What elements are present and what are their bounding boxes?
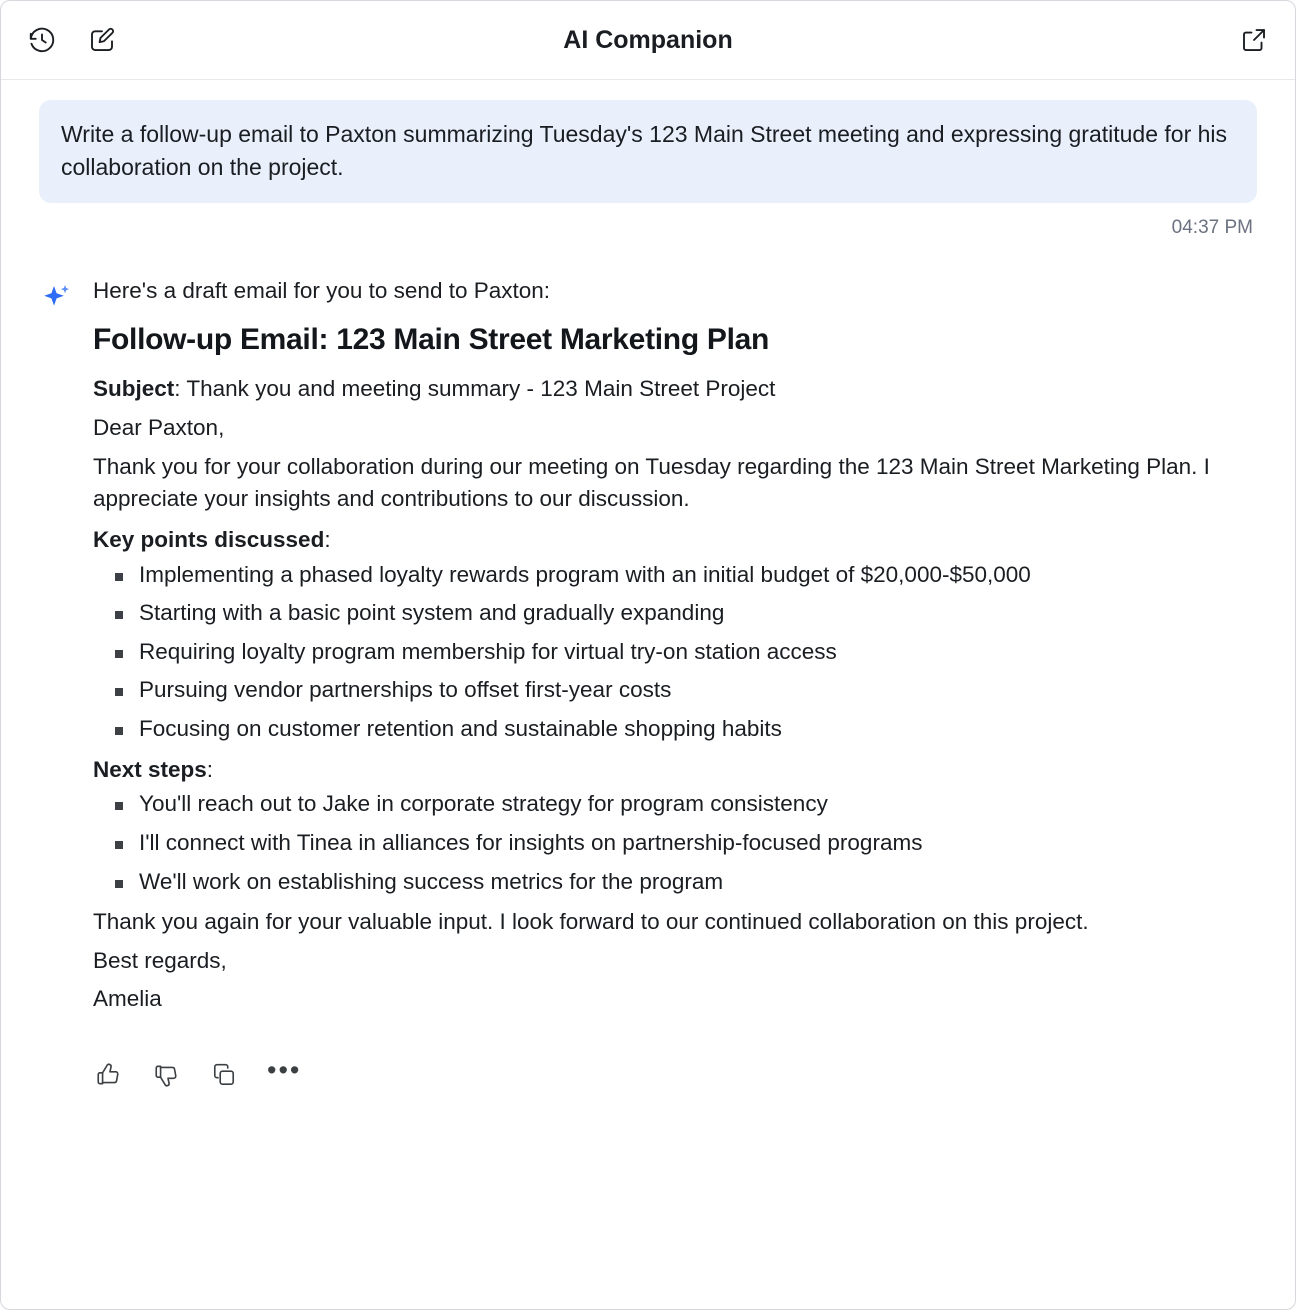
next-steps-heading [93, 754, 1257, 787]
email-sender-name: Amelia [93, 986, 162, 1012]
open-external-icon[interactable] [1237, 23, 1271, 57]
more-options-icon[interactable]: ••• [267, 1055, 302, 1086]
header-left-actions [25, 23, 119, 57]
subject-label: Subject [93, 376, 175, 402]
conversation-panel [1, 80, 1295, 1309]
compose-pencil-icon[interactable] [85, 23, 119, 57]
list-item: I'll connect with Tinea in alliances for insights on partnership-focused programs [139, 827, 1257, 860]
ai-sparkle-icon [39, 275, 75, 1022]
key-points-heading [93, 524, 1257, 557]
next-steps-label: Next steps [93, 756, 207, 782]
list-item: Starting with a basic point system and gradually expanding [139, 597, 1257, 630]
header-bar [1, 1, 1295, 80]
next-steps-list [93, 788, 1257, 898]
email-title: Follow-up Email: 123 Main Street Marketing Plan [93, 322, 770, 356]
email-sign-off: Best regards, [93, 947, 227, 973]
email-greeting: Dear Paxton, [93, 415, 225, 441]
user-message-bubble: Write a follow-up email to Paxton summarizing Tuesday's 123 Main Street meeting and expressing gratitude for his collaboration on the project. [39, 100, 1257, 203]
page-title: AI Companion [563, 25, 733, 54]
assistant-intro: Here's a draft email for you to send to Paxton: [93, 278, 551, 304]
key-points-label: Key points discussed [93, 526, 325, 552]
next-steps-colon: : [206, 756, 214, 782]
assistant-body [93, 275, 1257, 1022]
key-points-list [93, 559, 1257, 746]
list-item: You'll reach out to Jake in corporate strategy for program consistency [139, 788, 1257, 821]
header-right-actions [1237, 23, 1271, 57]
thumbs-up-icon[interactable] [93, 1060, 123, 1090]
email-opening-paragraph: Thank you for your collaboration during our meeting on Tuesday regarding the 123 Main Street Marketing Plan. I appreciate your insights and contributions to our discussion. [93, 453, 1210, 512]
email-closing-paragraph: Thank you again for your valuable input. I look forward to our continued collaboration on this project. [93, 909, 1089, 935]
subject-text: : Thank you and meeting summary - 123 Main Street Project [174, 376, 776, 402]
list-item: We'll work on establishing success metrics for the program [139, 866, 1257, 899]
key-points-colon: : [324, 526, 331, 552]
list-item: Focusing on customer retention and sustainable shopping habits [139, 713, 1257, 746]
history-clock-icon[interactable] [25, 23, 59, 57]
message-timestamp: 04:37 PM [1171, 217, 1253, 239]
email-subject-line [93, 373, 1257, 406]
response-actions [39, 1044, 1257, 1108]
list-item: Implementing a phased loyalty rewards program with an initial budget of $20,000-$50,000 [139, 559, 1257, 592]
list-item: Pursuing vendor partnerships to offset first-year costs [139, 674, 1257, 707]
list-item: Requiring loyalty program membership for virtual try-on station access [139, 636, 1257, 669]
assistant-message [39, 275, 1257, 1022]
thumbs-down-icon[interactable] [151, 1060, 181, 1090]
copy-icon[interactable] [209, 1060, 239, 1090]
